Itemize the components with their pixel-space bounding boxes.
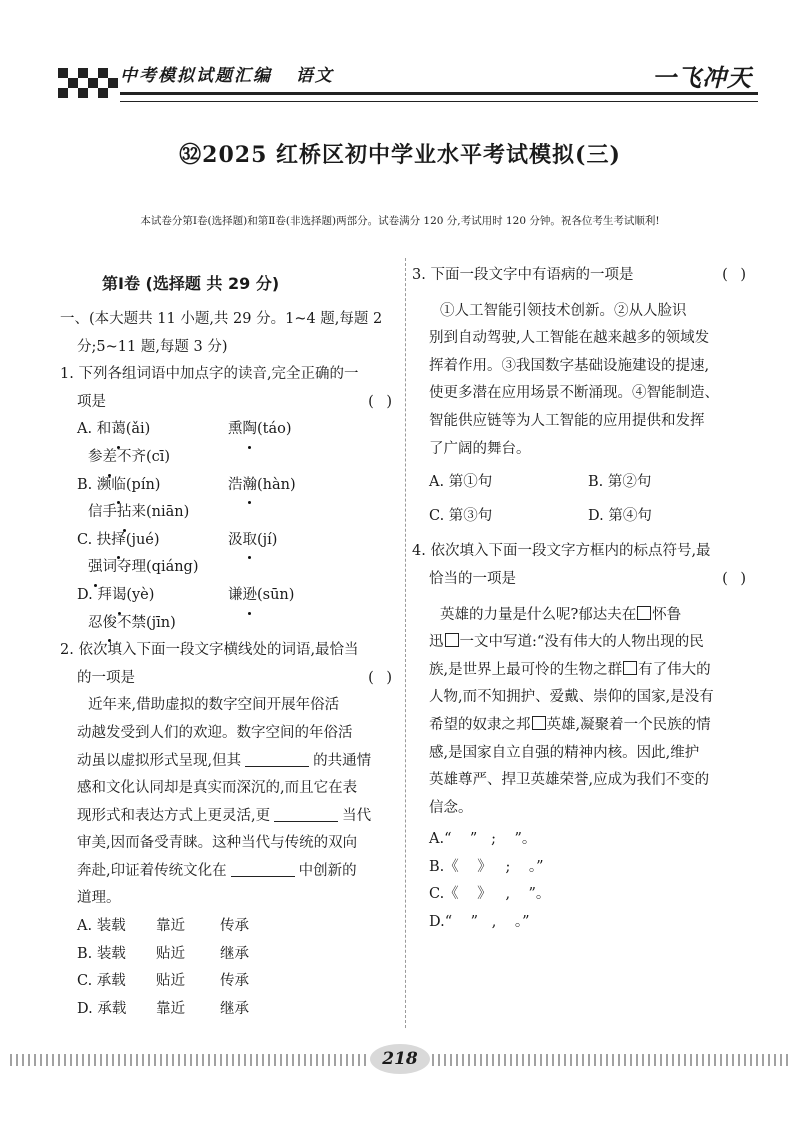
question-1	[60, 361, 396, 637]
option-word: 传承	[220, 918, 249, 935]
q3-stem-text: 3. 下面一段文字中有语病的一项是	[412, 267, 634, 283]
word-part: 不禁(jīn)	[117, 614, 176, 631]
pinyin: (ǎi)	[125, 421, 151, 438]
passage-text: 中创新的	[298, 862, 357, 879]
passage-text: 的共通情	[313, 752, 372, 769]
option-label: C. 承载	[77, 973, 126, 990]
blank-box	[623, 661, 637, 675]
header-rule	[120, 92, 758, 102]
word-part: 参	[88, 448, 103, 465]
dotted-char: 强	[88, 554, 103, 582]
option-word: 继承	[220, 1000, 249, 1017]
q4-passage-line: 信念。	[429, 799, 473, 816]
passage-text: 迅	[429, 634, 444, 651]
q3-passage-line: 别到自动驾驶,人工智能在越来越多的领域发	[429, 330, 710, 347]
option-word: 贴近	[156, 945, 185, 962]
q2-stem-text: 的一项是	[77, 669, 135, 686]
series-title: 中考模拟试题汇编 语文	[120, 66, 334, 86]
pinyin: (hàn)	[257, 476, 296, 493]
blank-box	[532, 716, 546, 730]
q2-passage-line: 审美,因而备受青睐。这种当代与传统的双向	[77, 835, 358, 852]
question-4	[412, 538, 750, 936]
q4-option-b: B.《 》 ; 。”	[429, 858, 544, 875]
q4-stem-text: 恰当的一项是	[429, 570, 516, 587]
q1-option-c-line1	[60, 527, 396, 555]
page-number: 218	[370, 1044, 430, 1074]
q2-passage-line: 道理。	[77, 890, 121, 907]
fill-blank	[231, 862, 295, 877]
q3-passage-line: 挥着作用。③我国数字基础设施建设的提速,	[429, 357, 710, 374]
dotted-char: 差	[103, 444, 118, 472]
answer-paren: ( )	[722, 570, 750, 587]
option-label: D.	[77, 586, 93, 603]
brand-logo: 一飞冲天	[652, 64, 752, 92]
pinyin: (pín)	[125, 476, 161, 493]
border-ornament-icon	[432, 1054, 790, 1066]
q1-option-d-line2	[60, 610, 396, 638]
word-part: 拜	[97, 586, 112, 603]
word-part: 忍	[88, 614, 103, 631]
word-2	[228, 582, 294, 610]
option-label: C.	[77, 531, 93, 548]
part-heading-cont: 分;5~11 题,每题 3 分)	[77, 338, 228, 355]
option-word: 靠近	[156, 1000, 185, 1017]
q2-passage-line	[60, 803, 396, 831]
q1-option-a-line1	[60, 416, 396, 444]
column-divider	[405, 258, 406, 1028]
q4-stem-cont	[412, 566, 750, 594]
q1-stem-cont	[60, 389, 396, 417]
word-part: 谦	[228, 586, 243, 603]
word-part: 词夺理(qiáng)	[102, 559, 199, 576]
dotted-char: 蔼	[111, 416, 126, 444]
q1-stem: 1. 下列各组词语中加点字的读音,完全正确的一	[60, 366, 359, 383]
q2-passage-line	[60, 858, 396, 886]
answer-paren: ( )	[368, 669, 396, 686]
q1-option-c-line2	[60, 554, 396, 582]
q4-passage-line: 英雄尊严、捍卫英雄荣誉,应成为我们不变的	[429, 772, 710, 789]
option-label: A.	[77, 421, 93, 438]
dotted-char: 临	[111, 472, 126, 500]
pinyin: (jué)	[125, 531, 160, 548]
passage-text: 当代	[342, 807, 372, 824]
passage-text: 英雄的力量是什么呢?郁达夫在	[440, 606, 637, 623]
q3-passage-line: ①人工智能引领技术创新。②从人脸识	[440, 302, 687, 319]
word-part: 信手	[88, 504, 117, 521]
option-d: D. 第④句	[588, 507, 652, 524]
q4-option-c: C.《 》 , ”。	[429, 886, 551, 903]
word-part: 来(niān)	[131, 504, 190, 521]
q2-stem-cont	[60, 665, 396, 693]
q4-option-a: A.“ ” ; ”。	[429, 831, 537, 848]
right-column	[412, 262, 750, 937]
option-label: D. 承载	[77, 1000, 127, 1017]
pinyin: (sūn)	[257, 586, 295, 603]
word-part: 濒	[96, 476, 112, 493]
passage-text: 一文中写道:“没有伟大的人物出现的民	[459, 634, 704, 651]
q1-option-b-line1	[60, 472, 396, 500]
pinyin: (táo)	[257, 421, 292, 438]
dotted-char: 择	[111, 527, 126, 555]
blank-box	[637, 606, 651, 620]
blank-box	[445, 633, 459, 647]
option-a: A. 第①句	[429, 474, 493, 491]
exam-title: ㉜2025 红桥区初中学业水平考试模拟(三)	[179, 142, 621, 168]
border-ornament-icon	[10, 1054, 370, 1066]
q2-passage-line: 动越发受到人们的欢迎。数字空间的年俗活	[77, 724, 353, 741]
q2-passage-line: 近年来,借助虚拟的数字空间开展年俗活	[88, 697, 340, 714]
exam-instructions: 本试卷分第Ⅰ卷(选择题)和第Ⅱ卷(非选择题)两部分。试卷满分 120 分,考试用时 120 分钟。祝各位考生考试顺利!	[140, 215, 660, 227]
q4-passage-line: 感,是国家自立自强的精神内核。因此,维护	[429, 744, 700, 761]
option-c: C. 第③句	[429, 507, 493, 524]
word-part: 抉	[96, 531, 112, 548]
fill-blank	[274, 807, 338, 822]
dotted-char: 取	[243, 527, 258, 555]
q3-options-ab	[412, 469, 750, 497]
q4-passage-line: 人物,而不知拥护、爱戴、崇仰的国家,是没有	[429, 689, 714, 706]
q4-passage-line	[412, 629, 750, 657]
left-column	[60, 262, 396, 1023]
word-part: 不齐(cī)	[117, 448, 171, 465]
q3-stem	[412, 262, 750, 290]
answer-paren: ( )	[368, 393, 396, 410]
q1-option-b-line2	[60, 499, 396, 527]
dotted-char: 谒	[112, 582, 127, 610]
dotted-char: 俊	[103, 610, 118, 638]
q4-option-d: D.“ ” , 。”	[429, 914, 530, 931]
q2-passage-line	[60, 748, 396, 776]
checker-ornament-icon	[58, 68, 122, 98]
option-word: 传承	[220, 973, 249, 990]
running-header	[58, 54, 758, 102]
dotted-char: 逊	[243, 582, 258, 610]
option-b: B. 第②句	[588, 474, 652, 491]
q2-option-b	[60, 941, 396, 969]
q4-passage-line	[412, 712, 750, 740]
passage-text: 奔赴,印证着传统文化在	[77, 862, 227, 879]
q3-passage-line: 使更多潜在应用场景不断涌现。④智能制造、	[429, 385, 719, 402]
option-label: A. 装载	[77, 918, 126, 935]
word-part: 和	[96, 421, 112, 438]
q4-stem: 4. 依次填入下面一段文字方框内的标点符号,最	[412, 543, 711, 560]
page-footer	[0, 1040, 800, 1080]
q3-passage-line: 智能供应链等为人工智能的应用提供和发挥	[429, 412, 705, 429]
q2-option-a	[60, 913, 396, 941]
passage-text: 怀鲁	[652, 606, 682, 623]
question-2	[60, 637, 396, 1023]
pinyin: (yè)	[126, 586, 155, 603]
option-word: 贴近	[156, 973, 185, 990]
q2-stem: 2. 依次填入下面一段文字横线处的词语,最恰当	[60, 642, 359, 659]
q2-option-c	[60, 968, 396, 996]
dotted-char: 陶	[243, 416, 258, 444]
pinyin: (jí)	[257, 531, 278, 548]
word-2	[228, 472, 296, 500]
q3-passage-line: 了广阔的舞台。	[429, 440, 531, 457]
q1-option-a-line2	[60, 444, 396, 472]
q4-passage-line	[412, 602, 750, 630]
passage-text: 族,是世界上最可怜的生物之群	[429, 661, 623, 678]
option-label: B. 装载	[77, 945, 126, 962]
answer-paren: ( )	[722, 267, 750, 283]
fill-blank	[245, 752, 309, 767]
option-label: B.	[77, 476, 93, 493]
q2-passage-line: 感和文化认同却是真实而深沉的,而且它在表	[77, 780, 358, 797]
q2-option-d	[60, 996, 396, 1024]
option-word: 继承	[220, 945, 249, 962]
q1-option-d-line1	[60, 582, 396, 610]
word-part: 浩	[228, 476, 243, 493]
passage-text: 现形式和表达方式上更灵活,更	[77, 807, 271, 824]
passage-text: 有了伟大的	[638, 661, 711, 678]
q1-stem-text: 项是	[77, 393, 106, 410]
part-heading: 一、(本大题共 11 小题,共 29 分。1~4 题,每题 2	[60, 311, 383, 327]
question-3	[412, 262, 750, 530]
word-part: 熏	[228, 421, 243, 438]
q3-options-cd	[412, 503, 750, 531]
passage-text: 希望的奴隶之邦	[429, 716, 531, 733]
q4-passage-line	[412, 657, 750, 685]
dotted-char: 拈	[117, 499, 132, 527]
passage-text: 英雄,凝聚着一个民族的情	[546, 716, 711, 733]
word-part: 汲	[228, 531, 243, 548]
word-2	[228, 416, 292, 444]
word-2	[228, 527, 277, 555]
passage-text: 动虽以虚拟形式呈现,但其	[77, 752, 242, 769]
option-word: 靠近	[156, 918, 185, 935]
dotted-char: 瀚	[243, 472, 258, 500]
section-title: 第Ⅰ卷 (选择题 共 29 分)	[102, 274, 280, 293]
